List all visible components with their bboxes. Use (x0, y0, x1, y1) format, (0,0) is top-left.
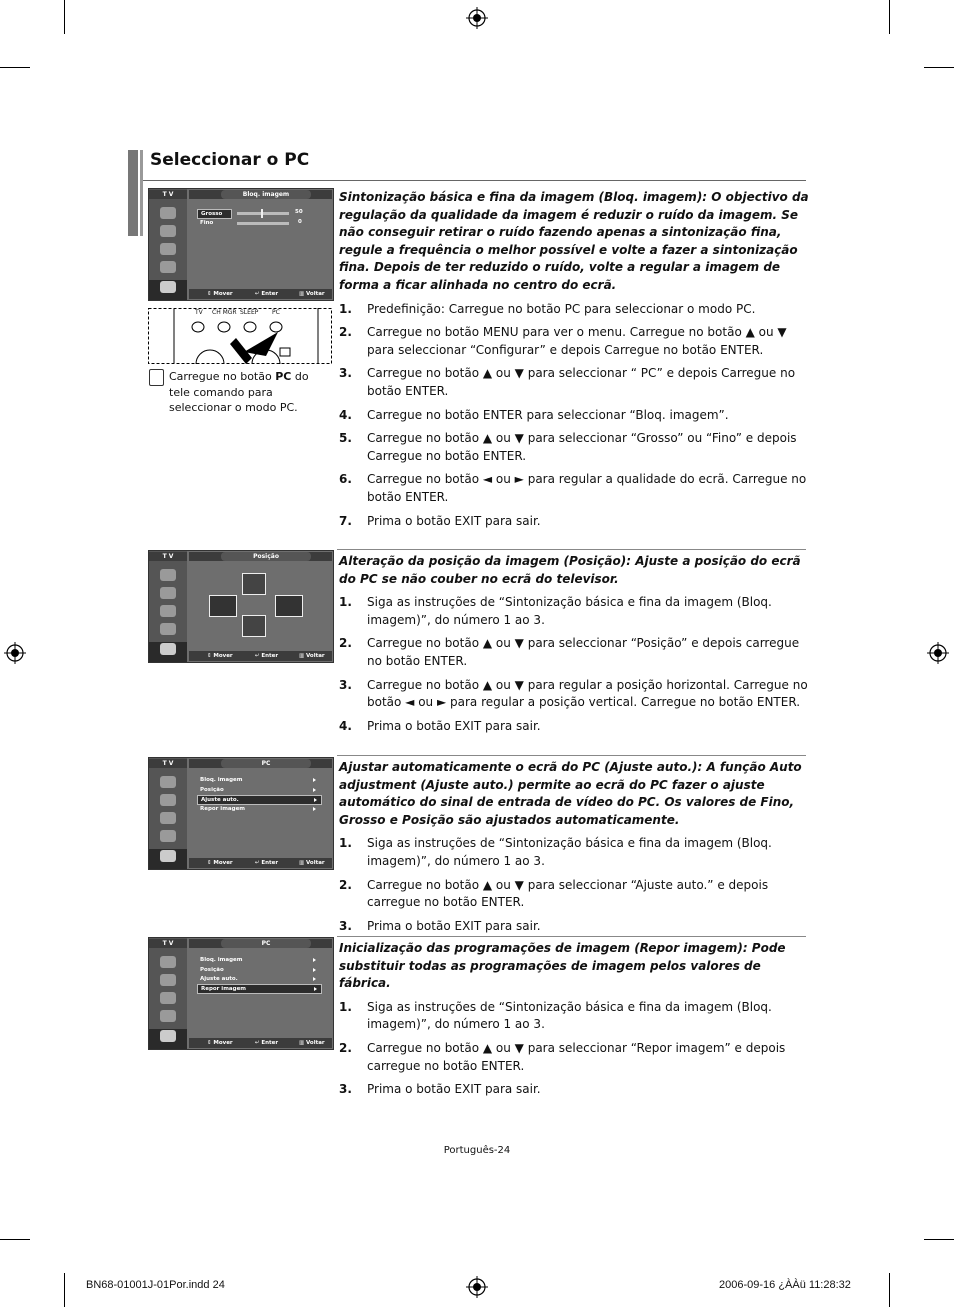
remote-label-pc: PC (272, 309, 280, 316)
crop-mark (64, 1273, 65, 1307)
grosso-slider-knob (261, 209, 263, 218)
page-number: Português-24 (443, 1145, 511, 1156)
step: 4. Carregue no botão ENTER para seleccionar “Bloq. imagem”. (339, 407, 729, 422)
step: 1. Siga as instruções de “Sintonização básica e fina da imagem (Bloq. imagem)”, do número 1 ao 3. (339, 836, 772, 868)
osd-menu-pc-ajuste: T V PC Bloq. imagem Posição Ajuste auto. Repor imagem ⇕ Mover ↵ Enter ▥ Voltar (148, 757, 334, 870)
section-bloq-imagem (339, 189, 809, 536)
sound-icon (160, 992, 176, 1004)
osd-item: Bloq. imagem (197, 776, 320, 784)
step: 2. Carregue no botão ▲ ou ▼ para seleccionar “Posição” e depois carregue no botão ENTER. (339, 636, 800, 668)
step: 7. Prima o botão EXIT para sair. (339, 513, 541, 528)
print-slug-date: 2006-09-16 ¿ÀÀü 11:28:32 (719, 1279, 851, 1291)
note-icon (149, 369, 164, 386)
setup-icon (160, 281, 176, 293)
channel-icon (160, 830, 176, 842)
section-intro: Alteração da posição da imagem (Posição): Ajuste a posição do ecrã do PC se não couber no ecrã do televisor. (339, 554, 801, 586)
position-up-box (242, 573, 266, 595)
step: 1. Predefinição: Carregue no botão PC para seleccionar o modo PC. (339, 301, 756, 316)
step: 3. Carregue no botão ▲ ou ▼ para seleccionar “ PC” e depois Carregue no botão ENTER. (339, 366, 796, 398)
position-right-box (275, 595, 303, 617)
remote-label-tv: TV (195, 309, 203, 316)
osd-row-fino: Fino (200, 220, 214, 226)
section-rule (337, 755, 806, 756)
channel-icon (160, 623, 176, 635)
crop-mark (0, 67, 30, 68)
sound-icon (160, 605, 176, 617)
crop-mark (0, 1239, 30, 1240)
osd-item: Posição (197, 786, 320, 794)
picture-icon (160, 587, 176, 599)
picture-icon (160, 225, 176, 237)
section-rule (337, 549, 806, 550)
osd-menu-bloq-imagem: T V Bloq. imagem Grosso 50 Fino 0 ⇕ Mover ↵ Enter ▥ Voltar (148, 188, 334, 301)
section-repor-imagem (339, 940, 809, 1105)
section-intro: Ajustar automaticamente o ecrã do PC (Ajuste auto.): A função Auto adjustment (Ajuste auto.) permite ao ecrã do PC fazer o ajuste automático do sinal de entrada de vídeo do PC. Os valores de Fino, Grosso e Posição são ajustados automaticamente. (339, 760, 802, 827)
crop-mark (924, 67, 954, 68)
registration-mark-icon (927, 642, 949, 664)
setup-icon (160, 850, 176, 862)
osd-menu-pc-repor: T V PC Bloq. imagem Posição Ajuste auto. Repor imagem ⇕ Mover ↵ Enter ▥ Voltar (148, 937, 334, 1050)
print-slug-file: BN68-01001J-01Por.indd 24 (86, 1279, 225, 1291)
antenna-icon (160, 207, 176, 219)
registration-mark-icon (466, 7, 488, 29)
setup-icon (160, 643, 176, 655)
channel-icon (160, 261, 176, 273)
osd-menu-posicao: T V Posição ⇕ Mover ↵ Enter ▥ Voltar (148, 550, 334, 663)
position-down-box (242, 615, 266, 637)
antenna-icon (160, 956, 176, 968)
osd-item: Posição (197, 966, 320, 974)
remote-control-illustration (148, 308, 332, 364)
step: 3. Prima o botão EXIT para sair. (339, 918, 541, 933)
section-ajuste-auto (339, 759, 809, 941)
osd-menu-title: Posição (221, 552, 311, 561)
remote-label-sleep: SLEEP (240, 309, 259, 316)
osd-row-grosso: Grosso (197, 209, 232, 219)
step: 6. Carregue no botão ◄ ou ► para regular a qualidade do ecrã. Carregue no botão ENTER. (339, 472, 807, 504)
fino-value: 0 (298, 219, 302, 225)
sound-icon (160, 243, 176, 255)
grosso-value: 50 (295, 209, 303, 215)
antenna-icon (160, 569, 176, 581)
channel-icon (160, 1010, 176, 1022)
remote-label-chmgr: CH MGR (212, 309, 237, 316)
fino-slider (237, 222, 289, 225)
page-title: Seleccionar o PC (150, 150, 310, 170)
step: 3. Prima o botão EXIT para sair. (339, 1082, 541, 1097)
osd-menu-title: PC (221, 939, 311, 948)
title-accent-bar (128, 150, 138, 236)
section-intro: Sintonização básica e fina da imagem (Bloq. imagem): O objectivo da regulação da qualidade da imagem é reduzir o ruído da imagem. Se não conseguir retirar o ruído fazendo apenas a sintonização fina, regule a frequência o melhor possível e volte a fazer a sintonização fina. Depois de ter reduzido o ruído, volte a regular a imagem de forma a ficar alinhada no centro do ecrã. (339, 190, 809, 292)
sound-icon (160, 812, 176, 824)
step: 1. Siga as instruções de “Sintonização básica e fina da imagem (Bloq. imagem)”, do número 1 ao 3. (339, 999, 772, 1032)
osd-menu-title: Bloq. imagem (221, 190, 311, 199)
step: 5. Carregue no botão ▲ ou ▼ para seleccionar “Grosso” ou “Fino” e depois Carregue no botão ENTER. (339, 431, 797, 463)
step: 3. Carregue no botão ▲ ou ▼ para regular a posição horizontal. Carregue no botão ◄ ou ► para regular a posição vertical. Carregue no botão ENTER. (339, 677, 808, 710)
position-left-box (209, 595, 237, 617)
step: 2. Carregue no botão ▲ ou ▼ para seleccionar “Repor imagem” e depois carregue no botão ENTER. (339, 1040, 786, 1073)
section-intro: Inicialização das programações de imagem (Repor imagem): Pode substituir todas as programações de imagem pelos valores de fábrica. (339, 941, 786, 991)
registration-mark-icon (4, 642, 26, 664)
section-rule (337, 936, 806, 937)
step: 1. Siga as instruções de “Sintonização básica e fina da imagem (Bloq. imagem)”, do número 1 ao 3. (339, 595, 772, 627)
osd-item-selected: Ajuste auto. (197, 795, 322, 805)
title-accent-bar (140, 150, 143, 236)
step: 2. Carregue no botão ▲ ou ▼ para seleccionar “Ajuste auto.” e depois carregue no botão ENTER. (339, 877, 769, 910)
step: 2. Carregue no botão MENU para ver o menu. Carregue no botão ▲ ou ▼ para seleccionar “Configurar” e depois Carregue no botão ENTER. (339, 325, 787, 357)
crop-mark (889, 0, 890, 34)
title-rule (143, 180, 806, 181)
osd-item-selected: Repor imagem (197, 984, 322, 994)
section-posicao (339, 553, 809, 741)
setup-icon (160, 1030, 176, 1042)
step: 4. Prima o botão EXIT para sair. (339, 718, 541, 733)
crop-mark (924, 1239, 954, 1240)
registration-mark-icon (466, 1276, 488, 1298)
crop-mark (889, 1273, 890, 1307)
osd-item: Ajuste auto. (197, 975, 320, 983)
antenna-icon (160, 776, 176, 788)
osd-item: Repor imagem (197, 805, 320, 813)
osd-item: Bloq. imagem (197, 956, 320, 964)
picture-icon (160, 794, 176, 806)
picture-icon (160, 974, 176, 986)
crop-mark (64, 0, 65, 34)
osd-menu-title: PC (221, 759, 311, 768)
remote-note: Carregue no botão PC do tele comando para seleccionar o modo PC. (149, 369, 329, 416)
grosso-slider (237, 212, 289, 215)
